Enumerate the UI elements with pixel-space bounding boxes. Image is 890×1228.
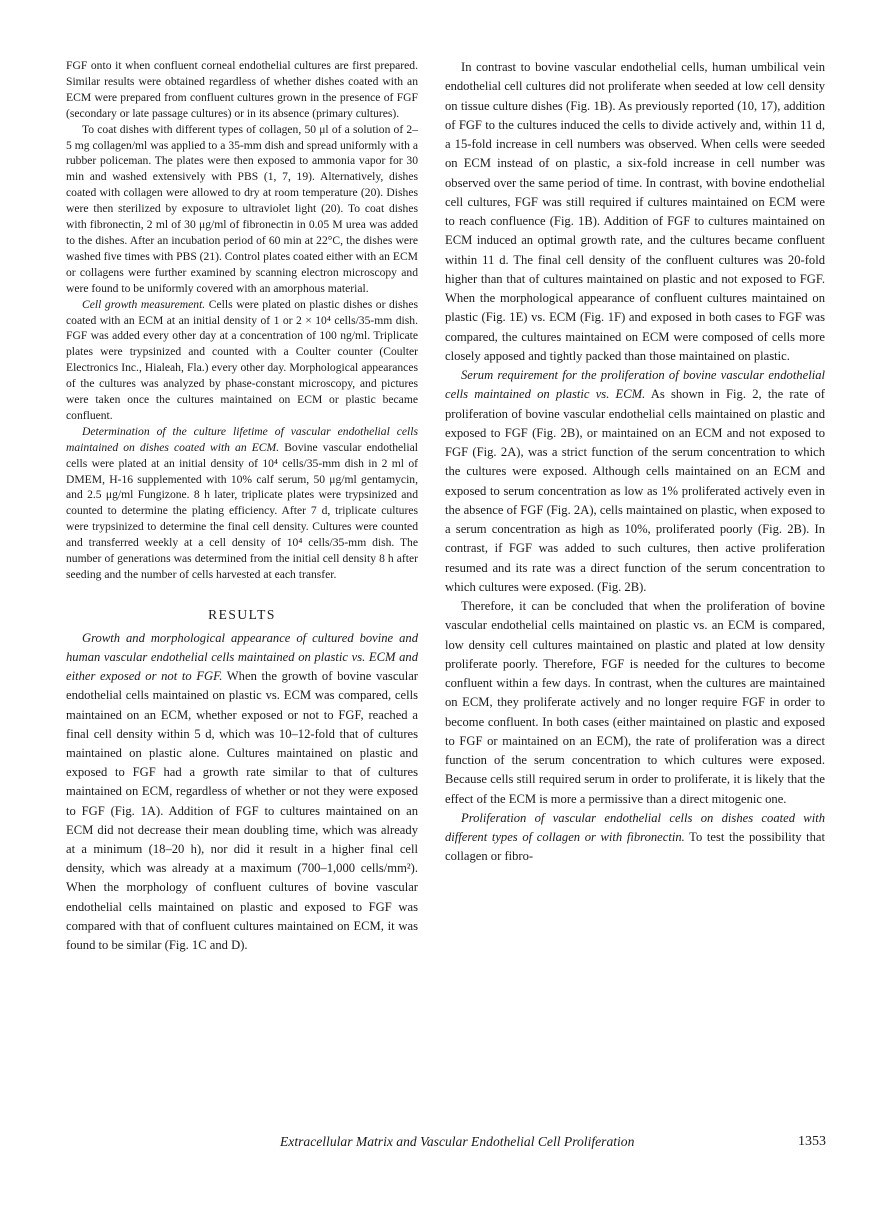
running-title: Extracellular Matrix and Vascular Endothelial Cell Proliferation [280,1134,635,1149]
cell-growth-body: Cells were plated on plastic dishes or dishes coated with an ECM at an initial density of 1 or 2 × 10⁴ cells/35-mm dish. FGF was added every other day at a concentration of 100 ng/ml. Triplicate plates were trypsinized and counted with a Coulter counter (Coulter Electronics Inc., Hialeah, Fla.) every other day. Morphological appearances of the cultures was analyzed by phase-constant microscopy, and pictures were taken once the cultures maintained on ECM or plastic became confluent. [66,297,418,422]
right-column [445,58,825,867]
left-paragraph-2: To coat dishes with different types of collagen, 50 μl of a solution of 2–5 mg collagen/ml was applied to a 35-mm dish and spread uniformly with a rubber policeman. The plates were then exposed to ammonia vapor for 30 min and washed extensively with PBS (1, 7, 19). Alternatively, dishes coated with collagen were allowed to dry at room temperature (20). Dishes were then sterilized by exposure to ultraviolet light (20). To coat dishes with fibronectin, 2 ml of 30 μg/ml of fibronectin in 0.05 M urea was added to the dishes. After an incubation period of 60 min at 22°C, the dishes were washed five times with PBS (21). Control plates coated either with an ECM or collagens were further examined by scanning electron microscopy and were found to be uniformly covered with an amorphous material. [66,122,418,295]
serum-requirement-body: As shown in Fig. 2, the rate of proliferation of bovine vascular endothelial cells maintained on plastic and exposed to FGF (Fig. 2B), or maintained on an ECM and not exposed to FGF (Fig. 2A), was a strict function of the serum concentration to which the cultures were exposed. Although cells maintained on an ECM and exposed to serum concentration as low as 1% proliferated actively even in the absence of FGF (Fig. 2A), cells maintained on plastic, when exposed to a serum concentration as high as 10%, proliferated poorly (Fig. 2B). In contrast, if FGF was added to such cultures, then active proliferation resumed and its rate was a direct function of the serum concentration to which cultures were exposed. (Fig. 2B). [445,387,825,594]
culture-lifetime-body: Bovine vascular endothelial cells were plated at an initial density of 10⁴ cells/35-mm dish in 2 ml of DMEM, H-16 supplemented with 10% calf serum, 50 μg/ml gentamycin, and 2.5 μg/ml Fungizone. 8 h later, triplicate plates were trypsinized and counted to determine the plating efficiency. After 7 d, triplicate cultures were trypsinized to determine the final cell density. Cultures were counted and transferred weekly at a cell density of 10⁴ cells/35-mm dish. The number of generations was determined from the initial cell density 8 h after seeding and the number of cells harvested at each transfer. [66,440,418,581]
page-footer [280,1134,826,1150]
left-column [66,58,418,955]
culture-lifetime-heading: Determination of the culture lifetime of vascular endothelial cells maintained on dishes coated with an ECM. [66,424,418,454]
right-paragraph-2 [445,366,825,597]
growth-morphology-heading: Growth and morphological appearance of cultured bovine and human vascular endothelial cells maintained on plastic vs. ECM and either exposed or not to FGF. [66,630,418,684]
results-section-title: RESULTS [208,606,276,622]
right-paragraph-4 [445,809,825,867]
left-paragraph-5 [66,629,418,955]
right-paragraph-3: Therefore, it can be concluded that when the proliferation of bovine vascular endothelial cells maintained on plastic vs. an ECM is compared, low density cell cultures maintained on plastic and plated at low density proliferate poorly. Therefore, FGF is needed for the cultures to become confluent within a few days. In contrast, when the cultures are maintained on ECM, they proliferate actively and no longer require FGF in order to become confluent. In both cases (either maintained on plastic and exposed to FGF or maintained on an ECM), the rate of proliferation was a direct function of the serum concentration to which cultures were exposed. Because cells still required serum in order to proliferate, it is likely that the effect of the ECM is more a permissive than a direct mitogenic one. [445,599,825,806]
left-paragraph-3 [66,297,418,424]
cell-growth-heading: Cell growth measurement. [82,297,206,311]
left-paragraph-1: FGF onto it when confluent corneal endothelial cultures are first prepared. Similar results were obtained regardless of whether dishes coated with an ECM were prepared from confluent cultures grown in the presence of FGF (secondary or late passage cultures) or in its absence (primary cultures). [66,59,418,120]
page-number: 1353 [798,1134,826,1149]
serum-requirement-heading: Serum requirement for the proliferation of bovine vascular endothelial cells maintained on plastic vs. ECM. [445,368,825,402]
growth-morphology-body: When the growth of bovine vascular endothelial cells maintained on plastic vs. ECM was compared, cells maintained on an ECM, whether exposed or not to FGF, reached a final cell density within 5 d, which was 10–12-fold that of cultures maintained on plastic alone. Cultures maintained on plastic and exposed to FGF had a growth rate similar to that of cultures maintained on ECM, regardless of whether or not they were exposed to FGF (Fig. 1A). Addition of FGF to cultures maintained on an ECM did not decrease their mean doubling time, which was already at a minimum (18–20 h), nor did it result in a higher final cell density, which was already at a maximum (700–1,000 cells/mm²). When the morphology of confluent cultures of bovine vascular endothelial cells maintained on plastic and exposed to FGF was compared with that of confluent cultures maintained on ECM, it was found to be similar (Fig. 1C and D). [66,669,418,953]
collagen-fibronectin-heading: Proliferation of vascular endothelial cells on dishes coated with different types of collagen or with fibronectin. [445,810,825,844]
right-paragraph-1: In contrast to bovine vascular endothelial cells, human umbilical vein endothelial cell cultures did not proliferate when seeded at low cell density on tissue culture dishes (Fig. 1B). As previously reported (10, 17), addition of FGF to the cultures induced the cells to divide actively and, within 11 d, a 15-fold increase in cell numbers was observed. When cells were seeded on ECM instead of on plastic, a six-fold increase in cell number was observed over the same period of time. In contrast, with bovine endothelial cell cultures, FGF was still required if cultures maintained on ECM were to reach confluence (Fig. 1B). Addition of FGF to cultures maintained on ECM induced an optimal growth rate, and the cultures became confluent within 11 d. The final cell density of the confluent cultures was 20-fold higher than that of cultures maintained on plastic and not exposed to FGF. When the morphological appearance of confluent cultures maintained on plastic (Fig. 1E) vs. ECM (Fig. 1F) and exposed in both cases to FGF was compared, the cultures maintained on ECM were composed of cells more closely apposed and tightly packed than those maintained on plastic. [445,60,825,363]
collagen-fibronectin-body: To test the possibility that collagen or fibro- [445,830,825,864]
left-paragraph-4 [66,424,418,583]
